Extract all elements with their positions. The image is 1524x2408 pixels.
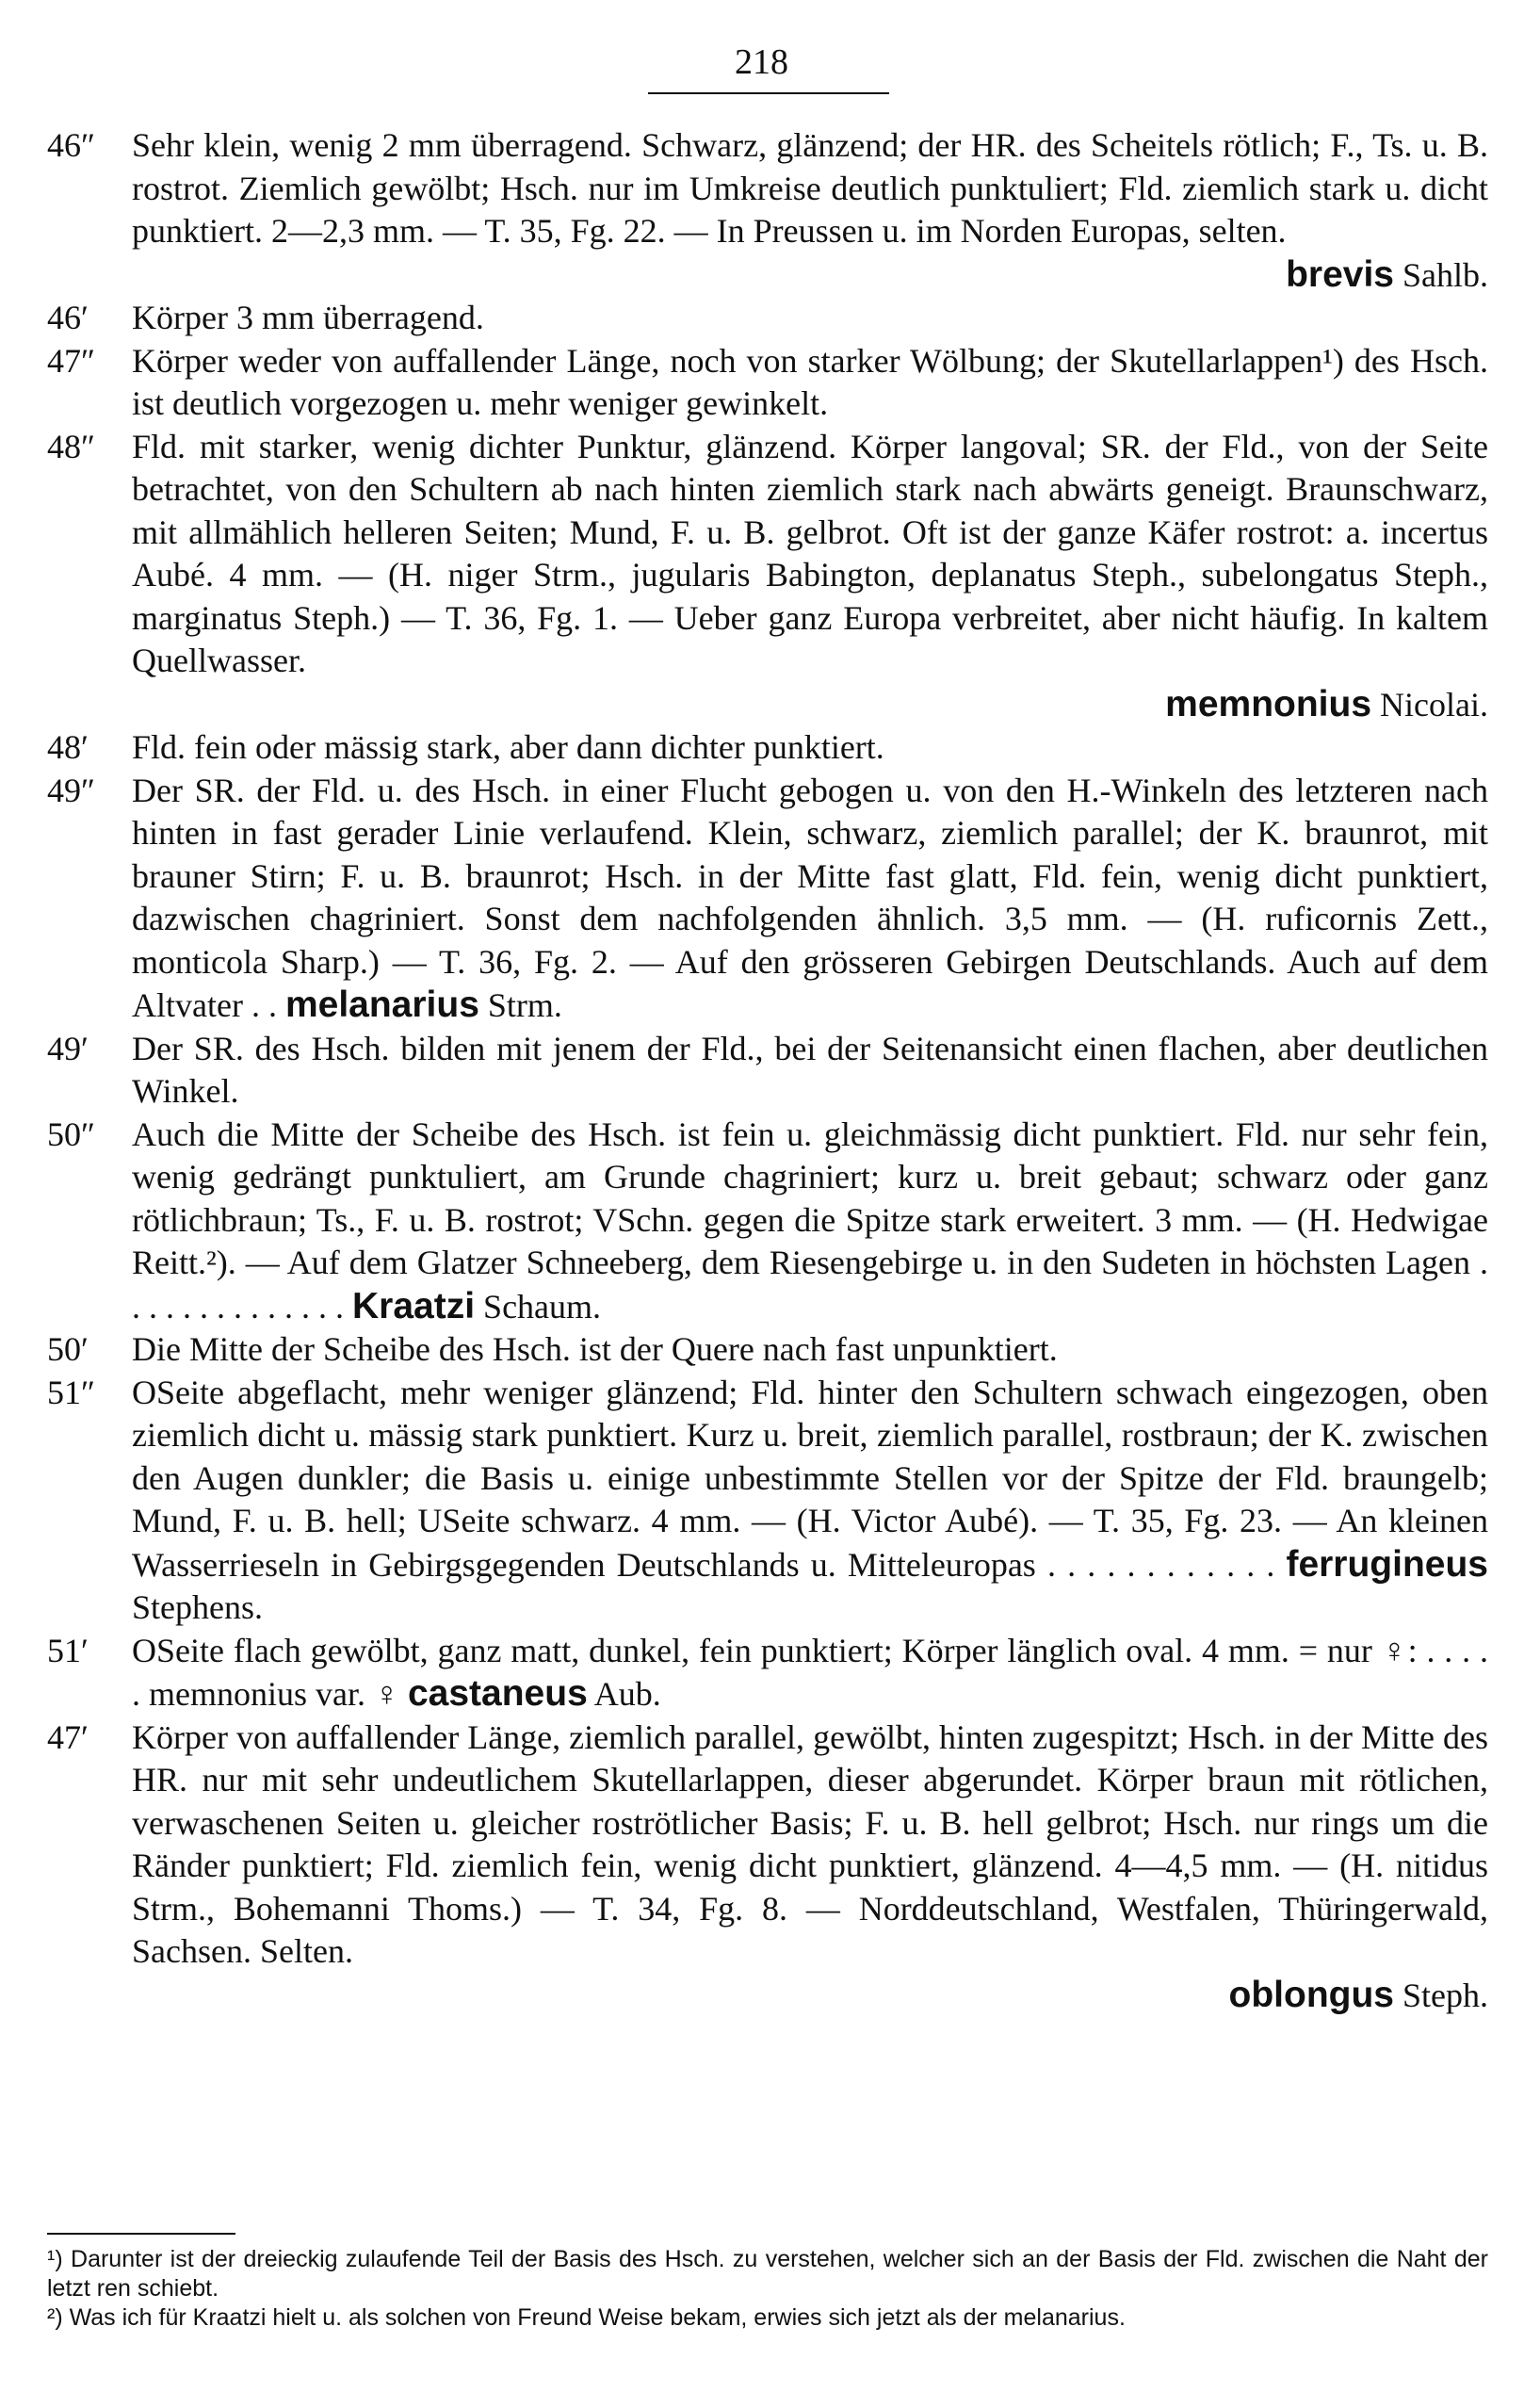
couplet-number: 46″ — [47, 126, 95, 164]
species-name: Kraatzi — [352, 1285, 476, 1326]
couplet-number: 49″ — [47, 771, 95, 809]
key-entry — [47, 1114, 1488, 1329]
species-line — [132, 1974, 1488, 2018]
key-entry — [47, 726, 1488, 770]
entry-text: Der SR. der Fld. u. des Hsch. in einer Flucht gebogen u. von den H.-Winkeln des letzteren nach hinten in fast gerader Linie verlaufend. Klein, schwarz, ziemlich parallel; der K. braunrot, mit brauner Stirn; F. u. B. braunrot; Hsch. in der Mitte fast glatt, Fld. fein, wenig dicht punktiert, dazwischen chagriniert. Sonst dem nachfolgenden ähnlich. 3,5 mm. — (H. ruficornis Zett., monticola Sharp.) — T. 36, Fg. 2. — Auf den grösseren Gebirgen Deutschlands. Auch auf dem Altvater . . — [132, 771, 1488, 1024]
entry-text: OSeite flach gewölbt, ganz matt, dunkel, fein punktiert; Körper länglich oval. 4 mm. = nur ♀: . . . . . memnonius var. ♀ — [132, 1631, 1488, 1713]
entry-text: Körper von auffallender Länge, ziemlich parallel, gewölbt, hinten zugespitzt; Hsch. in der Mitte des HR. nur mit sehr undeutlichem Skutellarlappen, dieser abgerundet. Körper braun mit rötlichen, verwaschenen Seiten u. gleicher roströtlicher Basis; F. u. B. hell gelbrot; Hsch. nur rings um die Ränder punktiert; Fld. ziemlich fein, wenig dicht punktiert, glänzend. 4—4,5 mm. — (H. nitidus Strm., Bohemanni Thoms.) — T. 34, Fg. 8. — Norddeutschland, Westfalen, Thüringerwald, Sachsen. Selten. — [132, 1717, 1488, 1970]
couplet-number: 50′ — [47, 1330, 89, 1368]
entry-text: Die Mitte der Scheibe des Hsch. ist der Quere nach fast unpunktiert. — [132, 1330, 1058, 1368]
couplet-number: 51′ — [47, 1631, 89, 1669]
footnote: ²) Was ich für Kraatzi hielt u. als solchen von Freund Weise bekam, erwies sich jetzt als der melanarius. — [47, 2304, 1126, 2331]
species-name: melanarius — [284, 984, 479, 1025]
species-line — [132, 253, 1488, 298]
species-author: Sahlb. — [1402, 255, 1488, 294]
species-name: oblongus — [1228, 1974, 1394, 2015]
species-name: ferrugineus — [1286, 1543, 1488, 1585]
species-name: brevis — [1286, 253, 1394, 295]
species-author: Steph. — [1402, 1976, 1488, 2014]
key-entry — [47, 1717, 1488, 2018]
species-name: castaneus — [407, 1673, 588, 1714]
species-author: Aub. — [593, 1675, 661, 1713]
header-rule — [648, 92, 889, 94]
key-entry — [47, 1630, 1488, 1717]
couplet-number: 47″ — [47, 341, 95, 380]
entry-text: Fld. mit starker, wenig dichter Punktur, glänzend. Körper langoval; SR. der Fld., von der Seite betrachtet, von den Schultern ab nach hinten ziemlich stark nach abwärts geneigt. Braunschwarz, mit allmählich helleren Seiten; Mund, F. u. B. gelbrot. Oft ist der ganze Käfer rostrot: a. incertus Aubé. 4 mm. — (H. niger Strm., jugularis Babington, deplanatus Steph., subelongatus Steph., marginatus Steph.) — T. 36, Fg. 1. — Ueber ganz Europa verbreitet, aber nicht häufig. In kaltem Quellwasser. — [132, 427, 1488, 679]
entry-text: Auch die Mitte der Scheibe des Hsch. ist fein u. gleichmässig dicht punktiert. Fld. nur sehr fein, wenig gedrängt punktuliert, am Grunde chagriniert; kurz u. breit gebaut; schwarz oder ganz rötlichbraun; Ts., F. u. B. rostrot; VSchn. gegen die Spitze stark erweitert. 3 mm. — (H. Hedwigae Reitt.²). — Auf dem Glatzer Schneeberg, dem Riesengebirge u. in den Sudeten in höchsten Lagen . . . . . . . . . . . . . . — [132, 1115, 1488, 1326]
page-number: 218 — [735, 42, 788, 82]
couplet-number: 47′ — [47, 1717, 89, 1756]
key-entry — [47, 1328, 1488, 1372]
key-entries — [47, 124, 1488, 2017]
species-author: Strm. — [487, 986, 562, 1024]
species-author: Schaum. — [483, 1287, 602, 1326]
key-entry — [47, 340, 1488, 426]
species-author: Nicolai. — [1380, 685, 1488, 724]
key-entry — [47, 770, 1488, 1028]
entry-text: OSeite abgeflacht, mehr weniger glänzend; Fld. hinter den Schultern schwach eingezogen, oben ziemlich dicht u. mässig stark punktiert. Kurz u. breit, ziemlich parallel, rostbraun; der K. zwischen den Augen dunkler; die Basis u. einige unbestimmte Stellen vor der Spitze der Fld. braungelb; Mund, F. u. B. hell; USeite schwarz. 4 mm. — (H. Victor Aubé). — T. 35, Fg. 23. — An kleinen Wasserrieseln in Gebirgsgegenden Deutschlands u. Mitteleuropas . . . . . . . . . . . . — [132, 1373, 1488, 1584]
couplet-number: 46′ — [47, 299, 89, 336]
footnote: ¹) Darunter ist der dreieckig zulaufende Teil der Basis des Hsch. zu verstehen, welcher sich an der Basis der Fld. zwischen die Naht der letzt ren schiebt. — [47, 2246, 1488, 2302]
species-author: Stephens. — [132, 1588, 263, 1626]
entry-text: Körper weder von auffallender Länge, noch von starker Wölbung; der Skutellarlappen¹) des Hsch. ist deutlich vorgezogen u. mehr weniger gewinkelt. — [132, 341, 1488, 422]
entry-text: Körper 3 mm überragend. — [132, 299, 484, 336]
species-line — [132, 683, 1488, 727]
species-name: memnonius — [1165, 683, 1372, 724]
couplet-number: 48″ — [47, 427, 95, 465]
key-entry — [47, 1372, 1488, 1630]
key-entry — [47, 1028, 1488, 1114]
key-entry — [47, 297, 1488, 340]
key-entry — [47, 124, 1488, 297]
entry-text: Fld. fein oder mässig stark, aber dann dichter punktiert. — [132, 728, 884, 766]
couplet-number: 50″ — [47, 1115, 95, 1153]
key-entry — [47, 426, 1488, 727]
footnote-rule — [47, 2233, 235, 2235]
entry-text: Sehr klein, wenig 2 mm überragend. Schwarz, glänzend; der HR. des Scheitels rötlich; F., Ts. u. B. rostrot. Ziemlich gewölbt; Hsch. nur im Umkreise deutlich punktuliert; Fld. ziemlich stark u. dicht punktiert. 2—2,3 mm. — T. 35, Fg. 22. — In Preussen u. im Norden Europas, selten. — [132, 126, 1488, 250]
footnotes — [47, 2245, 1488, 2333]
couplet-number: 51″ — [47, 1373, 95, 1411]
couplet-number: 48′ — [47, 728, 89, 766]
entry-text: Der SR. des Hsch. bilden mit jenem der Fld., bei der Seitenansicht einen flachen, aber deutlichen Winkel. — [132, 1029, 1488, 1110]
couplet-number: 49′ — [47, 1029, 89, 1067]
